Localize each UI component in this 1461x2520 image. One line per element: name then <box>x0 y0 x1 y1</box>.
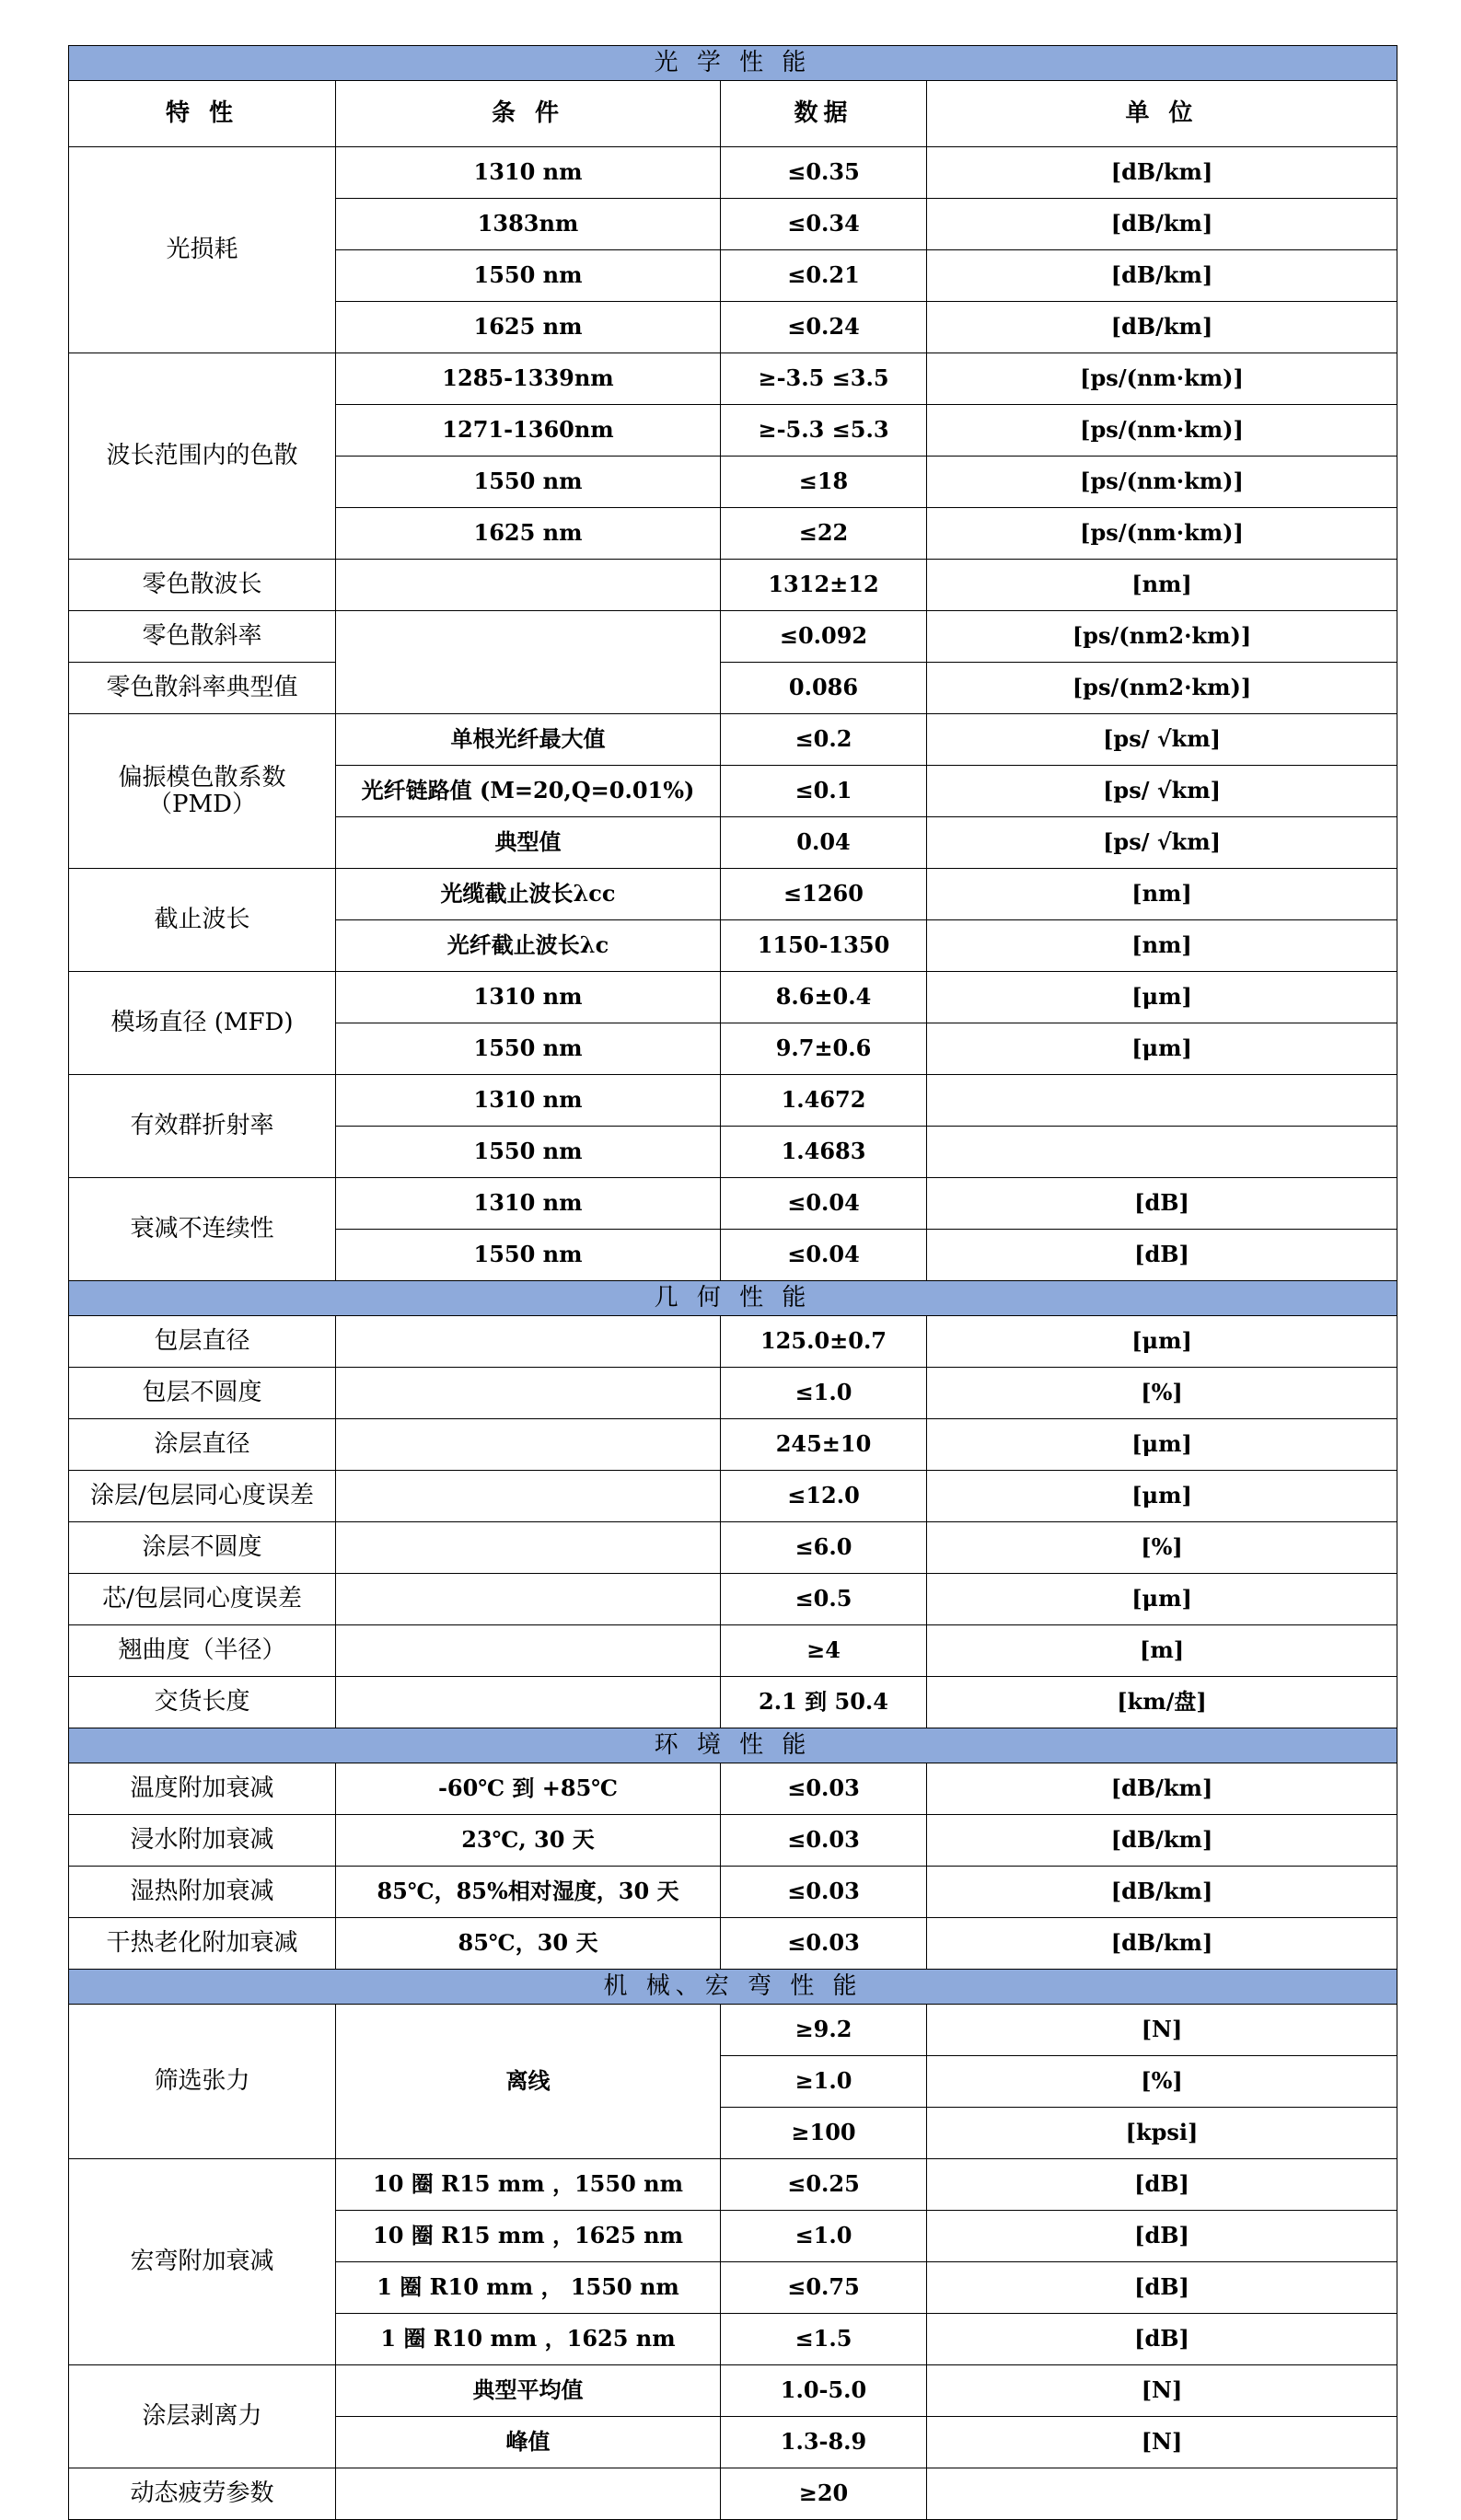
condition-cell <box>336 1522 721 1574</box>
unit-cell: [dB/km] <box>927 250 1397 302</box>
unit-cell: [μm] <box>927 972 1397 1023</box>
table-row <box>69 1316 1397 1368</box>
table-row <box>69 1178 1397 1230</box>
table-row <box>69 2159 1397 2211</box>
condition-cell: 光纤链路值 (M=20,Q=0.01%) <box>336 766 721 817</box>
column-header-row <box>69 81 1397 147</box>
condition-cell: 1285-1339nm <box>336 353 721 405</box>
unit-cell: [ps/(nm·km)] <box>927 508 1397 560</box>
property-cell: 截止波长 <box>69 869 336 972</box>
value-cell: ≤0.75 <box>721 2262 927 2314</box>
property-cell: 光损耗 <box>69 147 336 353</box>
unit-cell: [dB/km] <box>927 1815 1397 1867</box>
value-cell: 1.4683 <box>721 1127 927 1178</box>
table-row <box>69 972 1397 1023</box>
unit-cell: [nm] <box>927 869 1397 920</box>
unit-cell: [ps/(nm·km)] <box>927 457 1397 508</box>
unit-cell: [N] <box>927 2417 1397 2468</box>
unit-cell: [ps/ √km] <box>927 766 1397 817</box>
property-cell: 涂层剥离力 <box>69 2365 336 2468</box>
value-cell: ≤12.0 <box>721 1471 927 1522</box>
table-row <box>69 1471 1397 1522</box>
condition-cell: 1550 nm <box>336 250 721 302</box>
property-cell: 有效群折射率 <box>69 1075 336 1178</box>
condition-cell: 1550 nm <box>336 1023 721 1075</box>
condition-cell <box>336 1625 721 1677</box>
unit-cell: [m] <box>927 1625 1397 1677</box>
property-cell: 包层直径 <box>69 1316 336 1368</box>
section-title: 光 学 性 能 <box>69 46 1397 81</box>
condition-cell: -60℃ 到 +85℃ <box>336 1763 721 1815</box>
value-cell: 8.6±0.4 <box>721 972 927 1023</box>
property-cell: 动态疲劳参数 <box>69 2468 336 2520</box>
spec-table-body <box>69 46 1397 2520</box>
value-cell: ≥1.0 <box>721 2056 927 2108</box>
table-row <box>69 1574 1397 1625</box>
unit-cell: [dB/km] <box>927 302 1397 353</box>
property-cell: 涂层/包层同心度误差 <box>69 1471 336 1522</box>
unit-cell: [μm] <box>927 1419 1397 1471</box>
value-cell: 0.086 <box>721 663 927 714</box>
value-cell: ≤0.34 <box>721 199 927 250</box>
condition-cell: 典型平均值 <box>336 2365 721 2417</box>
section-header-row <box>69 1970 1397 2005</box>
value-cell: 245±10 <box>721 1419 927 1471</box>
unit-cell <box>927 1127 1397 1178</box>
unit-cell: [dB] <box>927 2159 1397 2211</box>
unit-cell: [dB] <box>927 2262 1397 2314</box>
unit-cell: [μm] <box>927 1316 1397 1368</box>
table-row <box>69 663 1397 714</box>
value-cell: ≥100 <box>721 2108 927 2159</box>
value-cell: 0.04 <box>721 817 927 869</box>
value-cell: ≤0.21 <box>721 250 927 302</box>
value-cell: ≥20 <box>721 2468 927 2520</box>
condition-cell <box>336 560 721 611</box>
condition-cell: 1550 nm <box>336 1127 721 1178</box>
unit-cell <box>927 1075 1397 1127</box>
condition-cell: 23℃, 30 天 <box>336 1815 721 1867</box>
table-row <box>69 560 1397 611</box>
unit-cell: [km/盘] <box>927 1677 1397 1728</box>
value-cell: 1150-1350 <box>721 920 927 972</box>
condition-cell <box>336 1316 721 1368</box>
unit-cell: [μm] <box>927 1574 1397 1625</box>
value-cell: ≤6.0 <box>721 1522 927 1574</box>
unit-cell: [%] <box>927 2056 1397 2108</box>
property-cell: 波长范围内的色散 <box>69 353 336 560</box>
property-cell: 偏振模色散系数 （PMD） <box>69 714 336 869</box>
condition-cell: 85℃，30 天 <box>336 1918 721 1970</box>
section-header-row <box>69 1728 1397 1763</box>
value-cell: ≤0.03 <box>721 1815 927 1867</box>
unit-cell: [dB] <box>927 2314 1397 2365</box>
condition-cell: 离线 <box>336 2005 721 2159</box>
table-row <box>69 147 1397 199</box>
property-cell: 筛选张力 <box>69 2005 336 2159</box>
property-cell: 模场直径 (MFD) <box>69 972 336 1075</box>
value-cell: 1312±12 <box>721 560 927 611</box>
section-header-row <box>69 1281 1397 1316</box>
section-title: 机 械、宏 弯 性 能 <box>69 1970 1397 2005</box>
unit-cell: [%] <box>927 1368 1397 1419</box>
table-row <box>69 2365 1397 2417</box>
section-title: 几 何 性 能 <box>69 1281 1397 1316</box>
value-cell: ≤0.2 <box>721 714 927 766</box>
condition-cell: 1550 nm <box>336 457 721 508</box>
condition-cell: 1310 nm <box>336 972 721 1023</box>
unit-cell: [μm] <box>927 1471 1397 1522</box>
unit-cell: [dB/km] <box>927 1867 1397 1918</box>
table-row <box>69 1522 1397 1574</box>
condition-cell <box>336 1677 721 1728</box>
condition-cell: 典型值 <box>336 817 721 869</box>
property-cell: 浸水附加衰减 <box>69 1815 336 1867</box>
value-cell: 1.3-8.9 <box>721 2417 927 2468</box>
value-cell: ≤0.04 <box>721 1230 927 1281</box>
column-header: 特 性 <box>69 81 336 147</box>
value-cell: ≥-3.5 ≤3.5 <box>721 353 927 405</box>
section-header-row <box>69 46 1397 81</box>
section-title: 环 境 性 能 <box>69 1728 1397 1763</box>
value-cell: ≤0.25 <box>721 2159 927 2211</box>
property-cell: 衰减不连续性 <box>69 1178 336 1281</box>
table-row <box>69 611 1397 663</box>
table-row <box>69 1918 1397 1970</box>
unit-cell: [ps/(nm2·km)] <box>927 663 1397 714</box>
unit-cell: [ps/(nm·km)] <box>927 405 1397 457</box>
table-row <box>69 869 1397 920</box>
value-cell: ≤18 <box>721 457 927 508</box>
value-cell: ≤0.1 <box>721 766 927 817</box>
value-cell: ≤0.092 <box>721 611 927 663</box>
property-cell: 温度附加衰减 <box>69 1763 336 1815</box>
unit-cell: [dB/km] <box>927 147 1397 199</box>
condition-cell <box>336 1471 721 1522</box>
condition-cell: 峰值 <box>336 2417 721 2468</box>
table-row <box>69 2005 1397 2056</box>
value-cell: ≤0.5 <box>721 1574 927 1625</box>
property-cell: 零色散斜率 <box>69 611 336 663</box>
unit-cell: [dB/km] <box>927 199 1397 250</box>
condition-cell: 光纤截止波长λc <box>336 920 721 972</box>
property-cell: 芯/包层同心度误差 <box>69 1574 336 1625</box>
property-cell: 交货长度 <box>69 1677 336 1728</box>
value-cell: ≥9.2 <box>721 2005 927 2056</box>
value-cell: ≤1260 <box>721 869 927 920</box>
table-row <box>69 353 1397 405</box>
property-cell: 包层不圆度 <box>69 1368 336 1419</box>
table-row <box>69 1867 1397 1918</box>
table-row <box>69 1368 1397 1419</box>
table-row <box>69 1419 1397 1471</box>
unit-cell: [μm] <box>927 1023 1397 1075</box>
condition-cell: 1310 nm <box>336 147 721 199</box>
value-cell: 125.0±0.7 <box>721 1316 927 1368</box>
condition-cell: 1383nm <box>336 199 721 250</box>
unit-cell: [dB] <box>927 2211 1397 2262</box>
column-header: 条 件 <box>336 81 721 147</box>
condition-cell: 1310 nm <box>336 1075 721 1127</box>
condition-cell: 10 圈 R15 mm ，1625 nm <box>336 2211 721 2262</box>
table-row <box>69 1677 1397 1728</box>
condition-cell: 1 圈 R10 mm ， 1550 nm <box>336 2262 721 2314</box>
condition-cell: 1 圈 R10 mm ，1625 nm <box>336 2314 721 2365</box>
condition-cell <box>336 611 721 714</box>
condition-cell <box>336 1368 721 1419</box>
unit-cell: [dB/km] <box>927 1763 1397 1815</box>
value-cell: 1.0-5.0 <box>721 2365 927 2417</box>
unit-cell: [kpsi] <box>927 2108 1397 2159</box>
spec-table <box>68 45 1397 2520</box>
value-cell: ≤0.03 <box>721 1918 927 1970</box>
value-cell: ≥4 <box>721 1625 927 1677</box>
unit-cell: [ps/(nm2·km)] <box>927 611 1397 663</box>
condition-cell: 1625 nm <box>336 508 721 560</box>
property-cell: 零色散波长 <box>69 560 336 611</box>
property-cell: 零色散斜率典型值 <box>69 663 336 714</box>
value-cell: ≤22 <box>721 508 927 560</box>
column-header: 单 位 <box>927 81 1397 147</box>
condition-cell: 1271-1360nm <box>336 405 721 457</box>
value-cell: 1.4672 <box>721 1075 927 1127</box>
unit-cell: [dB] <box>927 1230 1397 1281</box>
table-row <box>69 1763 1397 1815</box>
property-cell: 宏弯附加衰减 <box>69 2159 336 2365</box>
condition-cell <box>336 1419 721 1471</box>
value-cell: ≤1.0 <box>721 2211 927 2262</box>
condition-cell <box>336 1574 721 1625</box>
condition-cell: 1310 nm <box>336 1178 721 1230</box>
table-row <box>69 1815 1397 1867</box>
unit-cell: [dB/km] <box>927 1918 1397 1970</box>
value-cell: ≤0.35 <box>721 147 927 199</box>
table-row <box>69 2468 1397 2520</box>
property-cell: 湿热附加衰减 <box>69 1867 336 1918</box>
value-cell: 9.7±0.6 <box>721 1023 927 1075</box>
value-cell: ≤0.04 <box>721 1178 927 1230</box>
unit-cell: [N] <box>927 2005 1397 2056</box>
condition-cell: 1625 nm <box>336 302 721 353</box>
condition-cell: 单根光纤最大值 <box>336 714 721 766</box>
unit-cell: [N] <box>927 2365 1397 2417</box>
condition-cell: 光缆截止波长λcc <box>336 869 721 920</box>
condition-cell: 85℃，85%相对湿度，30 天 <box>336 1867 721 1918</box>
value-cell: ≤0.24 <box>721 302 927 353</box>
unit-cell: [ps/ √km] <box>927 817 1397 869</box>
value-cell: ≤0.03 <box>721 1867 927 1918</box>
unit-cell: [ps/(nm·km)] <box>927 353 1397 405</box>
property-cell: 涂层不圆度 <box>69 1522 336 1574</box>
value-cell: ≥-5.3 ≤5.3 <box>721 405 927 457</box>
table-row <box>69 1625 1397 1677</box>
column-header: 数据 <box>721 81 927 147</box>
table-row <box>69 1075 1397 1127</box>
unit-cell: [nm] <box>927 920 1397 972</box>
unit-cell: [ps/ √km] <box>927 714 1397 766</box>
unit-cell <box>927 2468 1397 2520</box>
unit-cell: [nm] <box>927 560 1397 611</box>
condition-cell: 1550 nm <box>336 1230 721 1281</box>
value-cell: ≤1.0 <box>721 1368 927 1419</box>
condition-cell <box>336 2468 721 2520</box>
property-cell: 翘曲度（半径） <box>69 1625 336 1677</box>
condition-cell: 10 圈 R15 mm ，1550 nm <box>336 2159 721 2211</box>
unit-cell: [%] <box>927 1522 1397 1574</box>
property-cell: 干热老化附加衰减 <box>69 1918 336 1970</box>
value-cell: 2.1 到 50.4 <box>721 1677 927 1728</box>
value-cell: ≤0.03 <box>721 1763 927 1815</box>
property-cell: 涂层直径 <box>69 1419 336 1471</box>
table-row <box>69 714 1397 766</box>
value-cell: ≤1.5 <box>721 2314 927 2365</box>
unit-cell: [dB] <box>927 1178 1397 1230</box>
